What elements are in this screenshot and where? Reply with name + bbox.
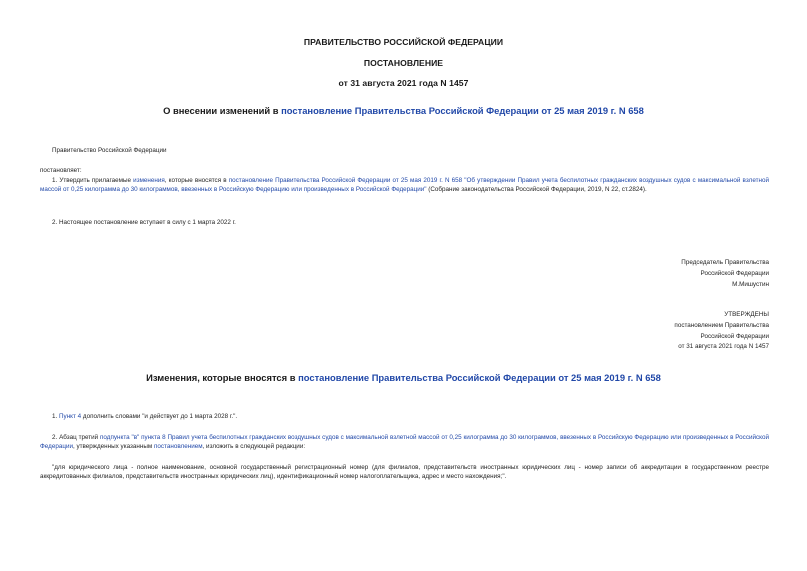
- document-title: [0, 105, 807, 116]
- change-item-1-text-1: 1.: [52, 413, 60, 420]
- item-1-text-3: (Собрание законодательства Российской Федерации, 2019, N 22, ст.2824).: [426, 186, 647, 194]
- change-item-2-text-1: 2. Абзац третий: [52, 434, 101, 441]
- doc-type-heading: ПОСТАНОВЛЕНИЕ: [363, 58, 444, 68]
- subpoint-v-link[interactable]: подпункта "в" пункта 8 Правил учета беспилотных гражданских воздушных судов с максимальной взлетной массой от 0,25 килограмма до 30 килограммов, ввезенных в Российскую Федерацию или произведенных в Российской Федерации: [40, 434, 769, 451]
- item-2-paragraph: 2. Настоящее постановление вступает в силу с 1 марта 2022 г.: [52, 219, 236, 226]
- signature-block: [569, 258, 769, 290]
- signature-position: Председатель Правительства: [681, 259, 769, 266]
- approved-country: Российской Федерации: [700, 332, 769, 340]
- date-number-heading: от 31 августа 2021 года N 1457: [338, 78, 469, 88]
- item-1-text-1: 1. Утвердить прилагаемые: [52, 177, 134, 184]
- title-prefix: О внесении изменений в: [163, 105, 282, 116]
- resolves-line: постановляет:: [40, 167, 82, 174]
- change-item-2-text-3: , изложить в следующей редакции:: [202, 443, 306, 451]
- changes-title-link[interactable]: постановление Правительства Российской Федерации от 25 мая 2019 г. N 658: [298, 372, 661, 383]
- change-item-2-text-2: , утвержденных указанным: [72, 443, 154, 451]
- title-link[interactable]: постановление Правительства Российской Федерации от 25 мая 2019 г. N 658: [281, 105, 644, 116]
- change-item-1: [52, 412, 237, 421]
- government-line: Правительство Российской Федерации: [52, 147, 167, 154]
- changes-title-prefix: Изменения, которые вносятся в: [146, 372, 299, 383]
- signature-country: Российской Федерации: [700, 269, 769, 277]
- approved-block: [569, 310, 769, 353]
- change-item-1-text-2: дополнить словами "и действует до 1 марта 2028 г.".: [81, 413, 238, 420]
- quoted-text: "для юридического лица - полное наименование, основной государственный регистрационный номер (для филиалов, представительств иностранных юридических лиц - номер записи об аккредитации в государственном реестре аккредитованных филиалов, представительств иностранных юридических лиц), идентификационный номер налогоплательщика, адрес и место нахождения;".: [40, 464, 769, 481]
- point-4-link[interactable]: Пункт 4: [59, 413, 82, 420]
- approved-label: УТВЕРЖДЕНЫ: [724, 311, 769, 318]
- item-1-paragraph: [40, 176, 769, 194]
- change-item-2: [40, 433, 769, 451]
- approved-by: постановлением Правительства: [674, 321, 769, 329]
- changes-title: [0, 372, 807, 383]
- item-1-text-2: , которые вносятся в: [164, 177, 229, 184]
- approved-date: от 31 августа 2021 года N 1457: [678, 343, 769, 351]
- authority-heading: ПРАВИТЕЛЬСТВО РОССИЙСКОЙ ФЕДЕРАЦИИ: [303, 37, 504, 47]
- resolution-658-link[interactable]: постановление Правительства Российской Федерации от 25 мая 2019 г. N 658 "Об утверждении Правил учета беспилотных гражданских воздушных судов с максимальной взлетной массой от 0,25 килограмма до 30 килограммов, ввезенных в Российскую Федерацию или произведенных в Российской Федерации": [40, 177, 769, 194]
- changes-link[interactable]: изменения: [133, 177, 165, 184]
- signature-name: М.Мишустин: [732, 280, 769, 288]
- resolution-link[interactable]: постановлением: [153, 443, 203, 451]
